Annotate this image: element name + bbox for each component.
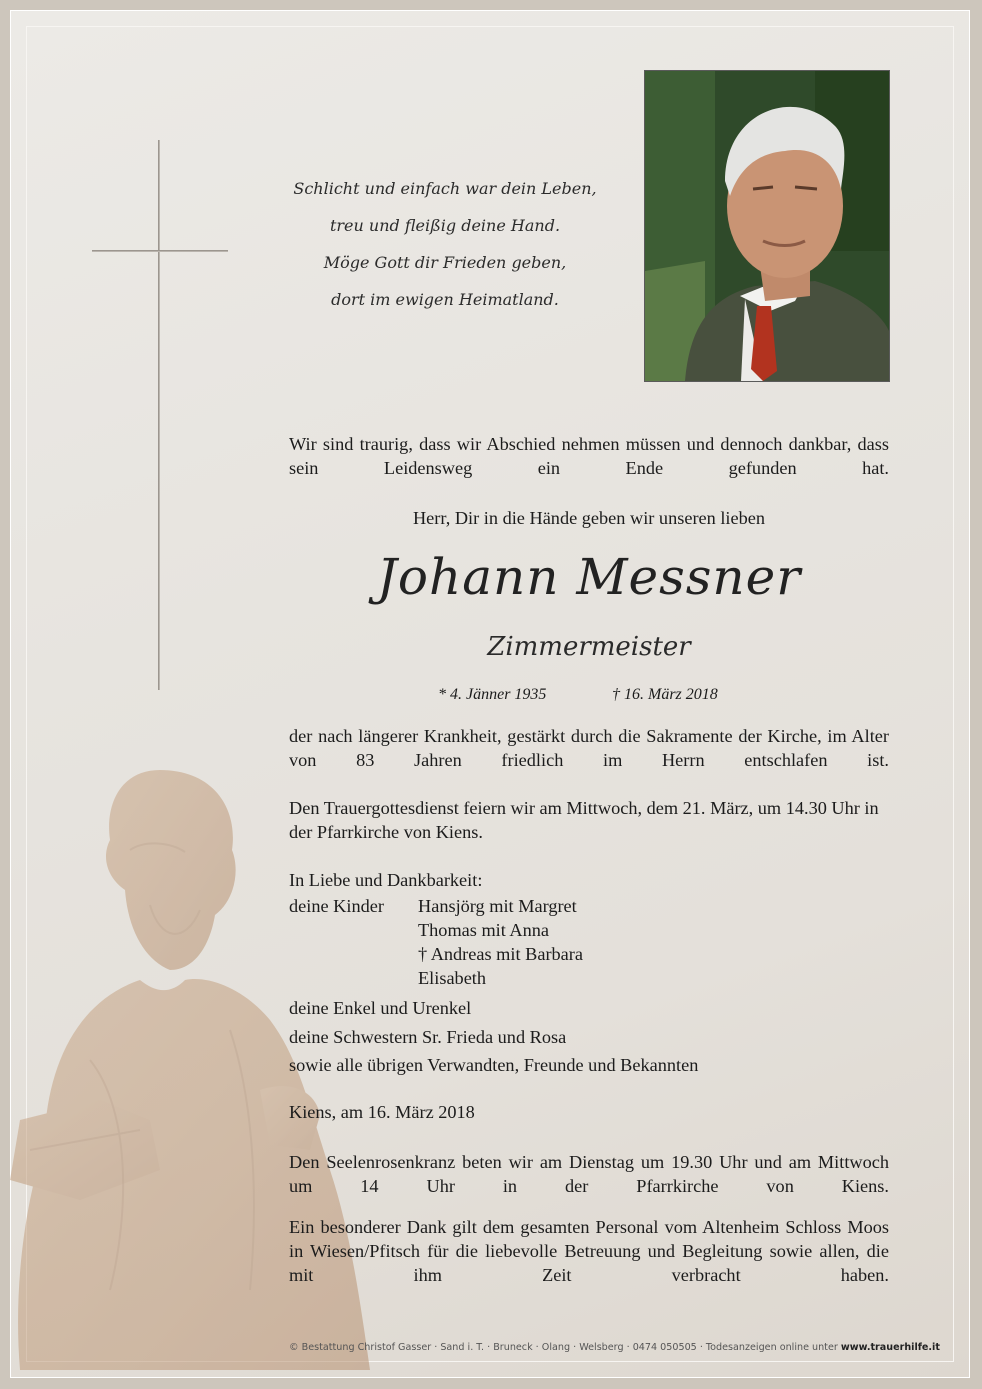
list-item: † Andreas mit Barbara (418, 944, 583, 964)
deceased-name: Johann Messner (376, 548, 802, 606)
obituary-page (10, 10, 970, 1378)
poem-line: dort im ewigen Heimatland. (331, 290, 559, 309)
children-names (418, 894, 583, 990)
poem-line: Schlicht und einfach war dein Leben, (293, 179, 597, 198)
profession: Zimmermeister (487, 632, 691, 662)
lead-text: Herr, Dir in die Hände geben wir unseren lieben (412, 508, 766, 528)
poem-line: Möge Gott dir Frieden geben, (323, 253, 567, 272)
footer-text: © Bestattung Christof Gasser · Sand i. T. · Bruneck · Olang · Welsberg · 0474 050505 · Todesanzeigen online unter (289, 1342, 841, 1353)
list-item: Elisabeth (418, 968, 487, 988)
mourners-heading: In Liebe und Dankbarkeit: (289, 870, 483, 890)
intro-text: Wir sind traurig, dass wir Abschied nehmen müssen und dennoch dankbar, dass sein Leidensweg ein Ende gefunden hat. (289, 434, 889, 478)
footer (289, 1342, 939, 1353)
death-date: † 16. März 2018 (612, 686, 718, 703)
others: sowie alle übrigen Verwandten, Freunde und Bekannten (289, 1055, 699, 1075)
children-label: deine Kinder (289, 896, 384, 916)
poem (270, 170, 620, 318)
cross-vertical (158, 140, 160, 690)
grandchildren: deine Enkel und Urenkel (289, 998, 472, 1018)
sisters: deine Schwestern Sr. Frieda und Rosa (289, 1027, 567, 1047)
place-date: Kiens, am 16. März 2018 (289, 1102, 475, 1122)
death-text: der nach längerer Krankheit, gestärkt durch die Sakramente der Kirche, im Alter von 83 Jahren friedlich im Herrn entschlafen ist. (289, 726, 889, 770)
list-item: Thomas mit Anna (418, 920, 550, 940)
poem-line: treu und fleißig deine Hand. (329, 216, 561, 235)
portrait-photo (644, 70, 890, 382)
birth-date: * 4. Jänner 1935 (438, 686, 547, 703)
thanks-text: Ein besonderer Dank gilt dem gesamten Personal vom Altenheim Schloss Moos in Wiesen/Pfitsch für die liebevolle Betreuung und Begleitung sowie allen, die mit ihm Zeit verbracht haben. (289, 1217, 889, 1285)
rosary-text: Den Seelenrosenkranz beten wir am Dienstag um 19.30 Uhr und am Mittwoch um 14 Uhr in der Pfarrkirche von Kiens. (289, 1152, 889, 1196)
footer-link[interactable]: www.trauerhilfe.it (840, 1342, 940, 1353)
cross-horizontal (92, 250, 228, 252)
service-text: Den Trauergottesdienst feiern wir am Mittwoch, dem 21. März, um 14.30 Uhr in der Pfarrkirche von Kiens. (289, 798, 879, 842)
list-item: Hansjörg mit Margret (418, 896, 577, 916)
